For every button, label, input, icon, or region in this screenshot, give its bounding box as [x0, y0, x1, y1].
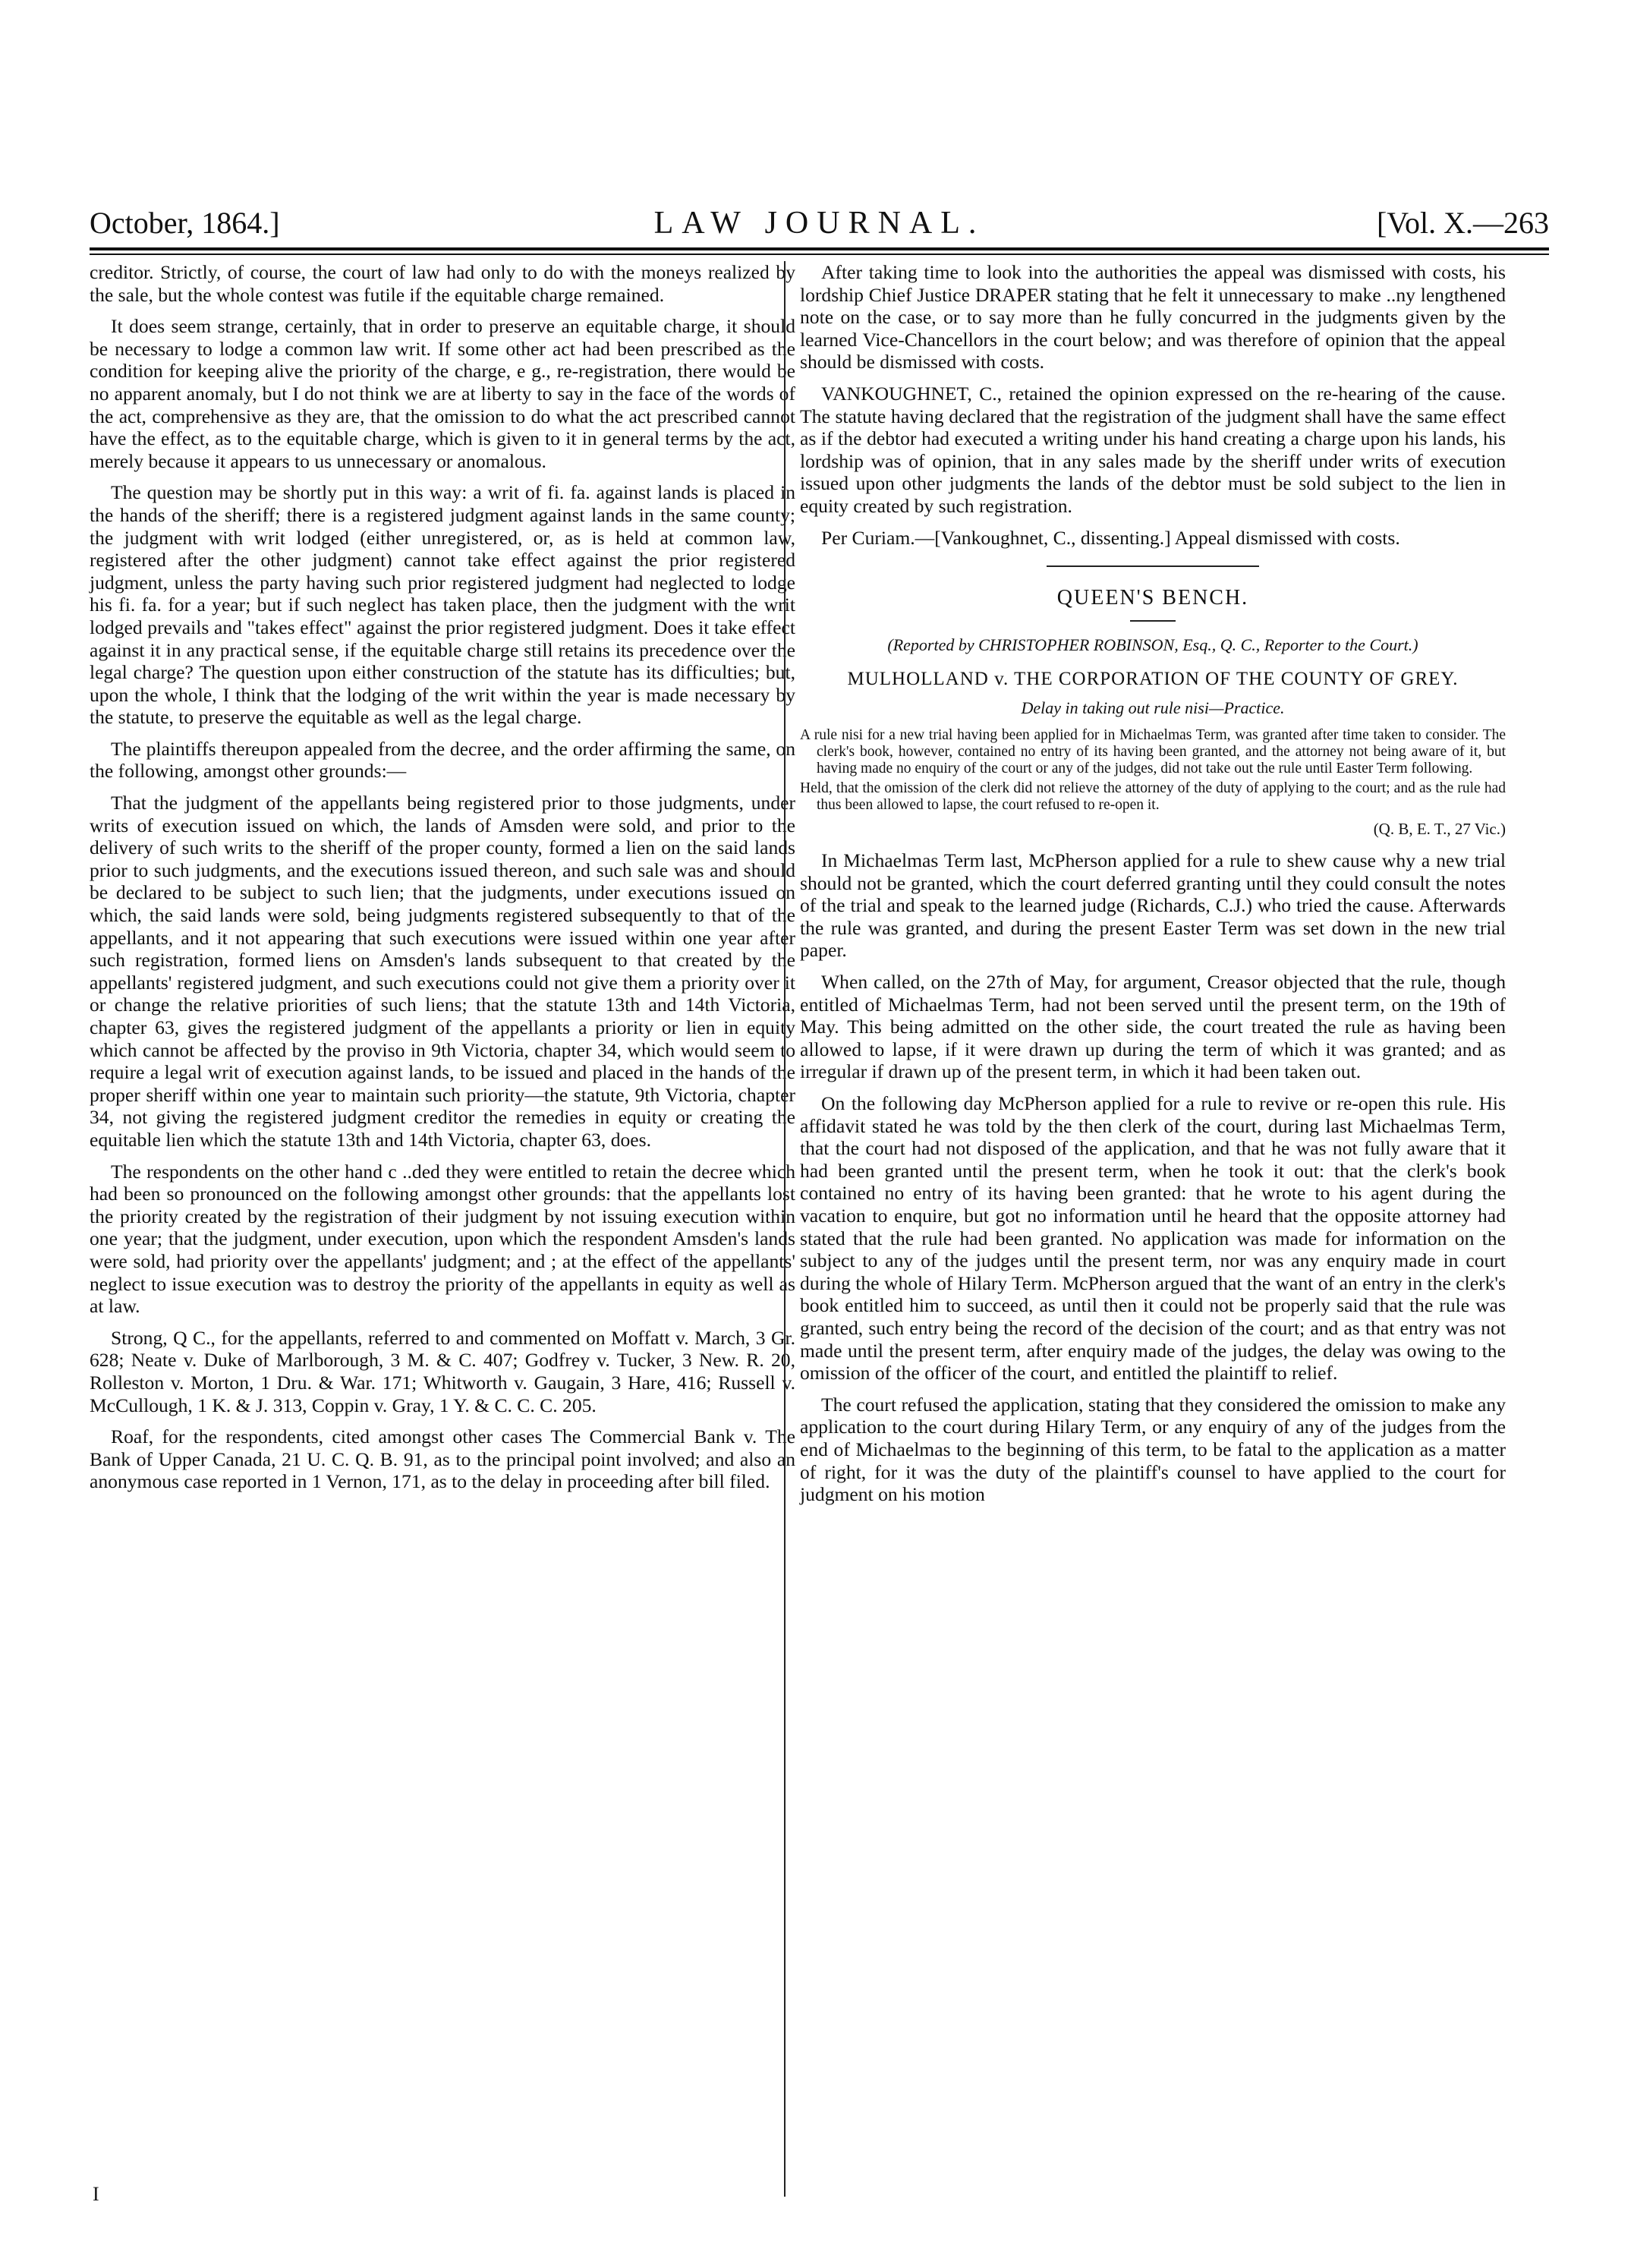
case-subject: Delay in taking out rule nisi—Practice. — [1021, 698, 1285, 717]
column-divider — [784, 261, 786, 2197]
paragraph: The plaintiffs thereupon appealed from the decree, and the order affirming the same, on the following, amongst other grounds:— — [90, 737, 795, 783]
paragraph: creditor. Strictly, of course, the court of law had only to do with the moneys realized by the sale, but the whole contest was futile if the equitable charge remained. — [90, 261, 795, 306]
paragraph: The respondents on the other hand c ..ded they were entitled to retain the decree which had been so pronounced on the following amongst other grounds: that the appellants lost the priority created by the registration of their judgment by not issuing execution within one year; that the judgment, under execution, upon which the respondent Amsden's lands were sold, had priority over the appellants' judgment; and ; at the effect of the appellants' neglect to issue execution was to destroy the priority of the appellants in equity as well as at law. — [90, 1160, 795, 1318]
headnote: A rule nisi for a new trial having been applied for in Michaelmas Term, was granted after time taken to consider. The clerk's book, however, contained no entry of its having been granted, and the attorney not being aware of it, but having made no enquiry of the court or any of the judges, did not take out the rule until Easter Term following. — [800, 726, 1506, 776]
case-title: MULHOLLAND v. THE CORPORATION OF THE COUNTY OF GREY. — [847, 669, 1459, 690]
section-separator — [1047, 565, 1259, 567]
paragraph: The question may be shortly put in this way: a writ of fi. fa. against lands is placed in the hands of the sheriff; there is a registered judgment against lands in the same county; the judgment with writ lodged (either unregistered, or, as is held at common law, registered after the other judgment) cannot take effect against the prior registered judgment, unless the party having such prior registered judgment had neglected to lodge his fi. fa. for a year; but if such neglect has taken place, then the judgment with the writ lodged prevails and "takes effect" against the prior registered judgment. Does it take effect against it in any practical sense, if the equitable charge still retains its precedence over the legal charge? The question upon either construction of the statute has its difficulties; but, upon the whole, I think that the lodging of the writ within the year is made necessary by the statute, to preserve the equitable as well as the legal charge. — [90, 481, 795, 729]
paragraph: Strong, Q C., for the appellants, referred to and commented on Moffatt v. March, 3 Gr. 628; Neate v. Duke of Marlborough, 3 M. & C. 407; Godfrey v. Tucker, 3 New. R. 20, Rolleston v. Morton, 1 Dru. & War. 171; Whitworth v. Gaugain, 3 Hare, 416; Russell v. McCullough, 1 K. & J. 313, Coppin v. Gray, 1 Y. & C. C. C. 205. — [90, 1326, 795, 1416]
paragraph: When called, on the 27th of May, for argument, Creasor objected that the rule, though entitled of Michaelmas Term, had not been served until the present term, on the 19th of May. This being admitted on the other side, the court treated the rule as having been allowed to lapse, if it were drawn up during the term of which it was granted; and as irregular if drawn up of the present term, in which it had been taken out. — [800, 971, 1506, 1083]
header-rule-thick — [90, 247, 1549, 250]
headnote: Held, that the omission of the clerk did not relieve the attorney of the duty of applying to the court; and as the rule had thus been allowed to lapse, the court refused to re-open it. — [800, 780, 1506, 813]
paragraph: Per Curiam.—[Vankoughnet, C., dissenting.] Appeal dismissed with costs. — [821, 526, 1400, 549]
left-column — [90, 261, 795, 1502]
paragraph: On the following day McPherson applied for a rule to revive or re-open this rule. His affidavit stated he was told by the then clerk of the court, during last Michaelmas Term, that the court had not disposed of the application, and that he was not fully aware that it had been granted until the present term, when he took it out: that the clerk's book contained no entry of its having been granted: that he wrote to his agent during the vacation to enquire, but got no information until he heard that the opposite attorney had stated that the rule had been granted. No application was made for information on the subject to any of the judges until the present term, nor was any enquiry made in court during the whole of Hilary Term. McPherson argued that the want of an entry in the clerk's book entitled him to succeed, as until then it could not be properly said that the rule was granted, such entry being the record of the decision of the court; and as that entry was not made until the present term, after enquiry made of the judges, the delay was owing to the omission of the officer of the court, and entitled the plaintiff to relief. — [800, 1092, 1506, 1384]
heading-rule — [1130, 620, 1176, 622]
right-column — [800, 261, 1506, 1515]
reporter-line: (Reported by CHRISTOPHER ROBINSON, Esq., Q. C., Reporter to the Court.) — [887, 635, 1418, 654]
case-citation: (Q. B, E. T., 27 Vic.) — [1373, 819, 1506, 838]
section-heading: QUEEN'S BENCH. — [1056, 586, 1249, 610]
paragraph: VANKOUGHNET, C., retained the opinion expressed on the re-hearing of the cause. The statute having declared that the registration of the judgment shall have the same effect as if the debtor had executed a writing under his hand creating a charge upon his lands, his lordship was of opinion, that in any sales made by the sheriff under writs of execution issued upon other judgments the lands of the debtor must be sold subject to the lien in equity created by such registration. — [800, 382, 1506, 517]
paragraph: After taking time to look into the authorities the appeal was dismissed with costs, his lordship Chief Justice DRAPER stating that he felt it unnecessary to make ..ny lengthened note on the case, or to say more than he fully concurred in the judgments given by the learned Vice-Chancellors in the court below; and was therefore of opinion that the appeal should be dismissed with costs. — [800, 261, 1506, 373]
header-title: LAW JOURNAL. — [653, 206, 985, 241]
header-volume: [Vol. X.—263 — [1376, 206, 1549, 240]
header-rule-thin — [90, 254, 1549, 255]
paragraph: Roaf, for the respondents, cited amongst other cases The Commercial Bank v. The Bank of Upper Canada, 21 U. C. Q. B. 91, as to the principal point involved; and also an anonymous case reported in 1 Vernon, 171, as to the delay in proceeding after bill filed. — [90, 1425, 795, 1493]
paragraph: In Michaelmas Term last, McPherson applied for a rule to shew cause why a new trial should not be granted, which the court deferred granting until they could consult the notes of the trial and speak to the learned judge (Richards, C.J.) who tried the cause. Afterwards the rule was granted, and during the present Easter Term was set down in the new trial paper. — [800, 849, 1506, 962]
header-date: October, 1864.] — [90, 206, 280, 240]
footer-mark: I — [93, 2183, 99, 2205]
paragraph: It does seem strange, certainly, that in order to preserve an equitable charge, it should be necessary to lodge a common law writ. If some other act had been prescribed as the condition for keeping alive the priority of the charge, e g., re-registration, there would be no apparent anomaly, but I do not think we are at liberty to say in the face of the words of the act, comprehensive as they are, that the omission to do what the act prescribed cannot have the effect, as to the equitable charge, which is given to it in general terms by the act, merely because it appears to us unnecessary or anomalous. — [90, 315, 795, 472]
paragraph: The court refused the application, stating that they considered the omission to make any application to the court during Hilary Term, or any enquiry of any of the judges from the end of Michaelmas to the beginning of this term, to be fatal to the application as a matter of right, for it was the duty of the plaintiff's counsel to have applied to the court for judgment on his motion — [800, 1393, 1506, 1506]
paragraph: That the judgment of the appellants being registered prior to those judgments, under writs of execution issued on which, the lands of Amsden were sold, and prior to the delivery of such writs to the sheriff of the proper county, formed a lien on the said lands prior to such judgments, and the executions issued thereon, and such sale was and should be declared to be subject to such lien; that the judgments, under executions issued on which, the said lands were sold, being judgments registered subsequently to that of the appellants, and it not appearing that such executions were issued within one year after such registration, formed liens on Amsden's lands subsequent to that created by the appellants' registered judgment, and such executions could not give them a priority over it or change the relative priorities of such liens; that the statute 13th and 14th Victoria, chapter 63, gives the registered judgment of the appellants a priority or lien in equity which cannot be affected by the proviso in 9th Victoria, chapter 34, which would seem to require a legal writ of execution against lands, to be issued and placed in the hands of the proper sheriff within one year to maintain such priority—the statute, 9th Victoria, chapter 34, not giving the registered judgment creditor the remedies in equity or creating the equitable lien which the statute 13th and 14th Victoria, chapter 63, does. — [90, 792, 795, 1151]
